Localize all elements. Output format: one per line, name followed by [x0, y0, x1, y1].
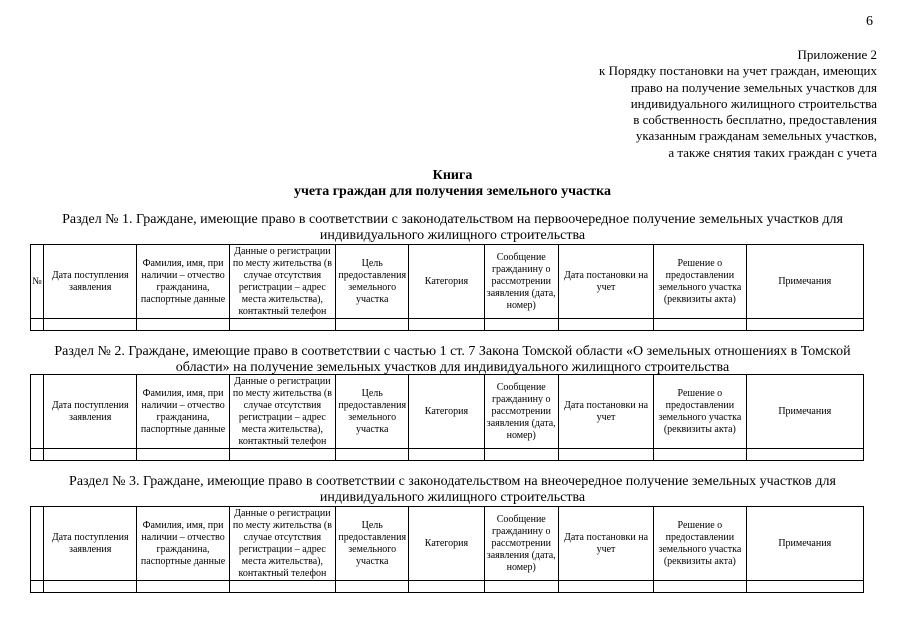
appendix-line: в собственность бесплатно, предоставления — [633, 112, 877, 128]
table-cell[interactable] — [654, 319, 746, 331]
column-header: Дата поступления заявления — [44, 375, 137, 449]
table-cell[interactable] — [336, 581, 409, 593]
column-header: Данные о регистрации по месту жительства (в случае отсутствия регистрации – адрес места жительства), контактный телефон — [229, 245, 335, 319]
section-2-table — [30, 374, 864, 461]
column-header: Сообщение гражданину о рассмотрении заявления (дата, номер) — [484, 375, 558, 449]
table-cell[interactable] — [409, 581, 484, 593]
table-row — [31, 449, 864, 461]
section-3-title: Раздел № 3. Граждане, имеющие право в соответствии с законодательством на внеочередное получение земельных участков для индивидуального жилищного строительства — [69, 474, 836, 505]
column-header: Дата поступления заявления — [44, 245, 137, 319]
section-2-title: Раздел № 2. Граждане, имеющие право в соответствии с частью 1 ст. 7 Закона Томской области «О земельных отношениях в Томской области» на получение земельных участков для индивидуального жилищного строительства — [54, 344, 851, 375]
column-header: Цель предоставления земельного участка — [336, 245, 409, 319]
table-cell[interactable] — [336, 319, 409, 331]
column-header: Примечания — [746, 507, 863, 581]
table-cell[interactable] — [44, 581, 137, 593]
appendix-line: Приложение 2 — [797, 47, 877, 62]
column-header: Сообщение гражданину о рассмотрении заявления (дата, номер) — [484, 245, 558, 319]
table-cell[interactable] — [137, 449, 229, 461]
column-header: Решение о предоставлении земельного участка (реквизиты акта) — [654, 245, 746, 319]
column-header: Фамилия, имя, при наличии – отчество гражданина, паспортные данные — [137, 375, 229, 449]
table-cell[interactable] — [44, 449, 137, 461]
table-cell[interactable] — [229, 449, 335, 461]
column-header: Решение о предоставлении земельного участка (реквизиты акта) — [654, 375, 746, 449]
table-cell[interactable] — [409, 319, 484, 331]
table-header-row — [31, 375, 864, 449]
appendix-header — [457, 47, 877, 161]
book-title — [0, 168, 905, 200]
column-header: Дата поступления заявления — [44, 507, 137, 581]
section-1-title: Раздел № 1. Граждане, имеющие право в соответствии с законодательством на первоочередное получение земельных участков для индивидуального жилищного строительства — [62, 212, 843, 243]
book-title-line2: учета граждан для получения земельного участка — [294, 184, 611, 199]
table-cell[interactable] — [31, 449, 44, 461]
column-header: Примечания — [746, 375, 863, 449]
column-header: Примечания — [746, 245, 863, 319]
appendix-line: индивидуального жилищного строительства — [630, 95, 877, 111]
table-cell[interactable] — [484, 319, 558, 331]
table-cell[interactable] — [137, 581, 229, 593]
column-header: Сообщение гражданину о рассмотрении заявления (дата, номер) — [484, 507, 558, 581]
column-header: Категория — [409, 507, 484, 581]
table-cell[interactable] — [229, 319, 335, 331]
table-cell[interactable] — [31, 319, 44, 331]
table-cell[interactable] — [746, 581, 863, 593]
section-3-table — [30, 506, 864, 593]
table-cell[interactable] — [558, 319, 653, 331]
table-header-row — [31, 507, 864, 581]
book-title-line1: Книга — [432, 168, 473, 183]
table-cell[interactable] — [229, 581, 335, 593]
appendix-line: к Порядку постановки на учет граждан, имеющих — [599, 63, 877, 79]
table-row — [31, 319, 864, 331]
column-header-number — [31, 507, 44, 581]
column-header: Дата постановки на учет — [558, 375, 653, 449]
appendix-line: а также снятия таких граждан с учета — [668, 144, 877, 160]
table-cell[interactable] — [746, 449, 863, 461]
table-cell[interactable] — [484, 449, 558, 461]
column-header: Дата постановки на учет — [558, 507, 653, 581]
table-cell[interactable] — [558, 449, 653, 461]
table-cell[interactable] — [654, 581, 746, 593]
table-cell[interactable] — [409, 449, 484, 461]
column-header: Дата постановки на учет — [558, 245, 653, 319]
table-cell[interactable] — [746, 319, 863, 331]
column-header-number: № — [31, 245, 44, 319]
section-1-table — [30, 244, 864, 331]
column-header: Фамилия, имя, при наличии – отчество гражданина, паспортные данные — [137, 507, 229, 581]
column-header: Данные о регистрации по месту жительства (в случае отсутствия регистрации – адрес места жительства), контактный телефон — [229, 375, 335, 449]
column-header: Категория — [409, 245, 484, 319]
appendix-line: право на получение земельных участков для — [630, 79, 877, 95]
table-cell[interactable] — [484, 581, 558, 593]
column-header: Цель предоставления земельного участка — [336, 375, 409, 449]
column-header: Решение о предоставлении земельного участка (реквизиты акта) — [654, 507, 746, 581]
page-number: 6 — [866, 14, 873, 29]
column-header-number — [31, 375, 44, 449]
column-header: Фамилия, имя, при наличии – отчество гражданина, паспортные данные — [137, 245, 229, 319]
column-header: Категория — [409, 375, 484, 449]
table-cell[interactable] — [31, 581, 44, 593]
appendix-line: указанным гражданам земельных участков, — [635, 128, 877, 144]
column-header: Данные о регистрации по месту жительства (в случае отсутствия регистрации – адрес места жительства), контактный телефон — [229, 507, 335, 581]
table-cell[interactable] — [44, 319, 137, 331]
table-cell[interactable] — [654, 449, 746, 461]
table-row — [31, 581, 864, 593]
table-cell[interactable] — [336, 449, 409, 461]
table-cell[interactable] — [558, 581, 653, 593]
column-header: Цель предоставления земельного участка — [336, 507, 409, 581]
table-header-row — [31, 245, 864, 319]
table-cell[interactable] — [137, 319, 229, 331]
